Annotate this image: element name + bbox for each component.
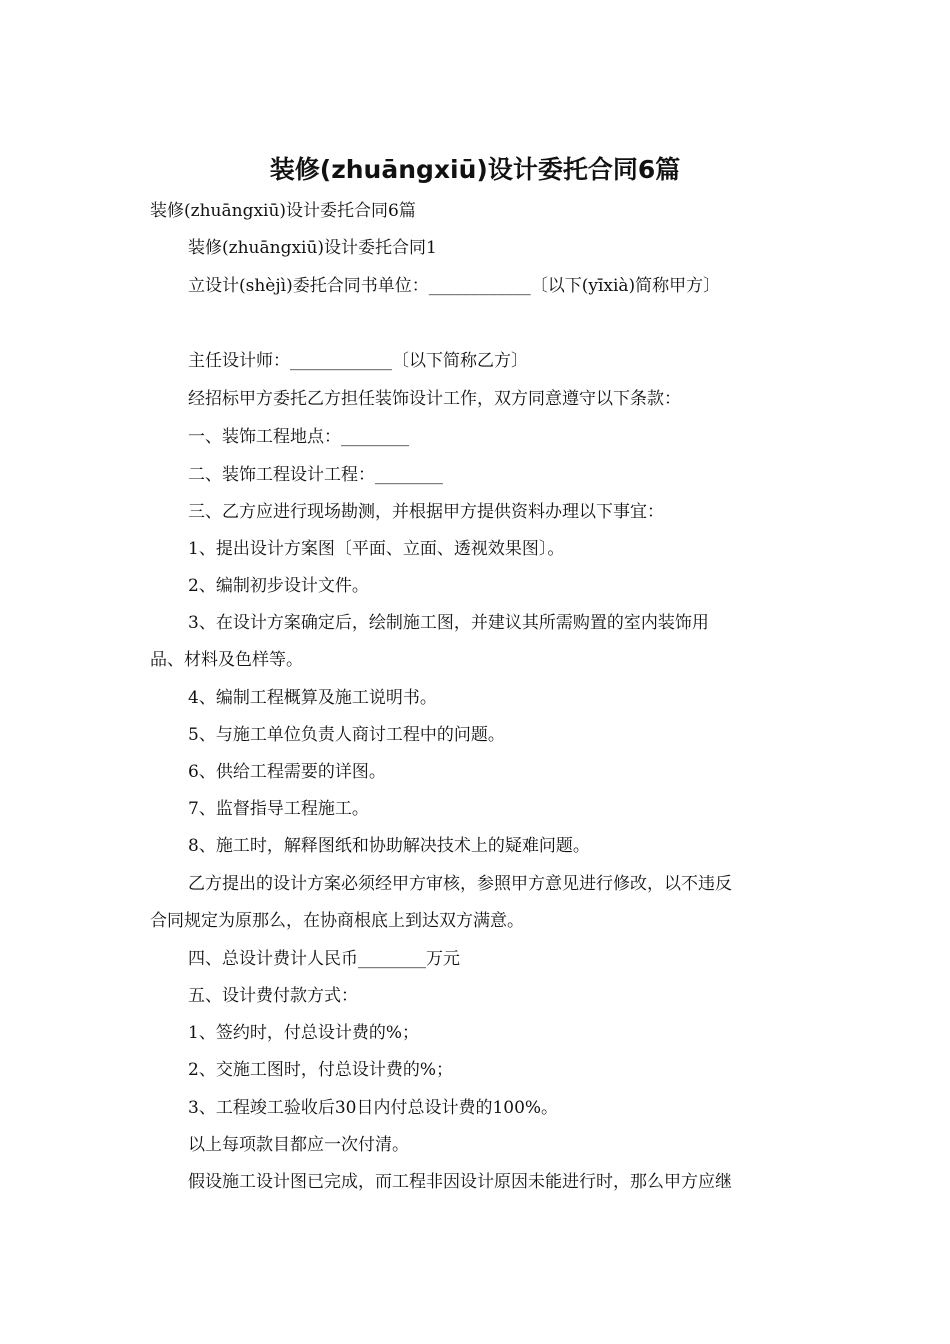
list-item: 1、签约时，付总设计费的%； xyxy=(188,1023,419,1043)
clause-line: 二、装饰工程设计工程：________ xyxy=(188,465,443,485)
party-a-line: 立设计(shèjì)委托合同书单位：____________〔以下(yīxià)简称甲方〕 xyxy=(188,276,721,296)
clause-line: 五、设计费付款方式： xyxy=(188,986,358,1006)
clause-line: 四、总设计费计人民币________万元 xyxy=(188,949,460,969)
list-item: 5、与施工单位负责人商讨工程中的问题。 xyxy=(188,725,505,745)
list-item: 6、供给工程需要的详图。 xyxy=(188,762,386,782)
list-item: 2、交施工图时，付总设计费的%； xyxy=(188,1060,453,1080)
document-title: 装修(zhuāngxiū)设计委托合同6篇 xyxy=(269,155,681,184)
paragraph-line: 假设施工设计图已完成，而工程非因设计原因未能进行时，那么甲方应继 xyxy=(188,1172,732,1192)
clause-line: 一、装饰工程地点：________ xyxy=(188,427,409,447)
list-item: 3、在设计方案确定后，绘制施工图，并建议其所需购置的室内装饰用 xyxy=(188,613,709,633)
list-item: 1、提出设计方案图〔平面、立面、透视效果图〕。 xyxy=(188,539,565,559)
paragraph-continuation: 合同规定为原那么，在协商根底上到达双方满意。 xyxy=(150,911,524,931)
list-item-continuation: 品、材料及色样等。 xyxy=(150,650,303,670)
list-item: 4、编制工程概算及施工说明书。 xyxy=(188,688,437,708)
clause-line: 三、乙方应进行现场勘测，并根据甲方提供资料办理以下事宜： xyxy=(188,502,664,522)
list-item: 7、监督指导工程施工。 xyxy=(188,799,369,819)
subtitle-line: 装修(zhuāngxiū)设计委托合同6篇 xyxy=(150,201,416,221)
paragraph-line: 以上每项款目都应一次付清。 xyxy=(188,1135,409,1155)
section-heading: 装修(zhuāngxiū)设计委托合同1 xyxy=(188,238,437,258)
party-b-line: 主任设计师：____________〔以下简称乙方〕 xyxy=(188,351,528,371)
list-item: 2、编制初步设计文件。 xyxy=(188,576,369,596)
paragraph-line: 经招标甲方委托乙方担任装饰设计工作，双方同意遵守以下条款： xyxy=(188,389,681,409)
paragraph-line: 乙方提出的设计方案必须经甲方审核，参照甲方意见进行修改，以不违反 xyxy=(188,874,732,894)
list-item: 3、工程竣工验收后30日内付总设计费的100%。 xyxy=(188,1098,559,1118)
list-item: 8、施工时，解释图纸和协助解决技术上的疑难问题。 xyxy=(188,836,590,856)
